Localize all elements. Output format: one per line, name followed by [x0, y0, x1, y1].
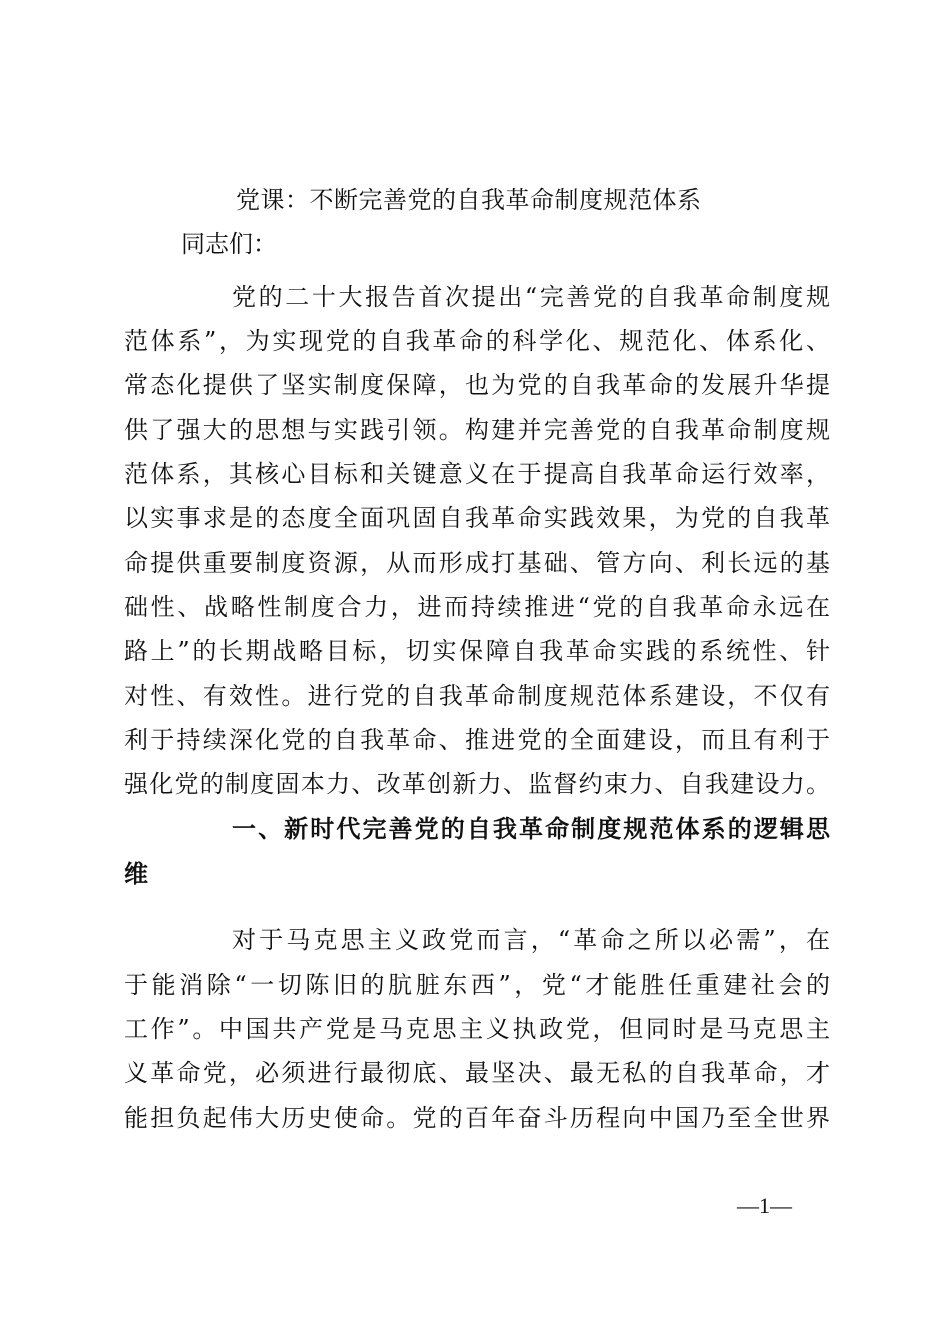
- paragraph-line: 工作”。中国共产党是马克思主义执政党，但同时是马克思主: [124, 1015, 830, 1043]
- paragraph-line: 对性、有效性。进行党的自我革命制度规范体系建设，不仅有: [124, 682, 830, 710]
- paragraph-line: 以实事求是的态度全面巩固自我革命实践效果，为党的自我革: [124, 504, 830, 532]
- paragraph-line: 路上”的长期战略目标，切实保障自我革命实践的系统性、针: [124, 637, 830, 665]
- paragraph-line: 范体系，其核心目标和关键意义在于提高自我革命运行效率，: [124, 460, 830, 488]
- paragraph-line: 义革命党，必须进行最彻底、最坚决、最无私的自我革命，才: [124, 1059, 830, 1087]
- paragraph-line: 范体系”，为实现党的自我革命的科学化、规范化、体系化、: [124, 327, 830, 355]
- paragraph-line: 能担负起伟大历史使命。党的百年奋斗历程向中国乃至全世界: [124, 1104, 830, 1132]
- paragraph-line: 于能消除“一切陈旧的肮脏东西”，党“才能胜任重建社会的: [124, 971, 830, 999]
- paragraph-line: 党的二十大报告首次提出“完善党的自我革命制度规: [232, 283, 830, 311]
- heading-line: 维: [124, 860, 148, 888]
- paragraph-line: 础性、战略性制度合力，进而持续推进“党的自我革命永远在: [124, 593, 830, 621]
- document-title: 党课：不断完善党的自我革命制度规范体系: [236, 186, 702, 214]
- paragraph-line: 对于马克思主义政党而言，“革命之所以必需”，在: [232, 926, 830, 954]
- paragraph-line: 供了强大的思想与实践引领。构建并完善党的自我革命制度规: [124, 416, 830, 444]
- paragraph-line: 命提供重要制度资源，从而形成打基础、管方向、利长远的基: [124, 549, 830, 577]
- paragraph-line: 利于持续深化党的自我革命、推进党的全面建设，而且有利于: [124, 726, 830, 754]
- page-number: —1—: [737, 1193, 792, 1218]
- paragraph-line: 常态化提供了坚实制度保障，也为党的自我革命的发展升华提: [124, 371, 830, 399]
- paragraph-line: 强化党的制度固本力、改革创新力、监督约束力、自我建设力。: [124, 770, 830, 798]
- heading-line: 一、新时代完善党的自我革命制度规范体系的逻辑思: [232, 815, 830, 843]
- salutation: 同志们：: [181, 230, 277, 258]
